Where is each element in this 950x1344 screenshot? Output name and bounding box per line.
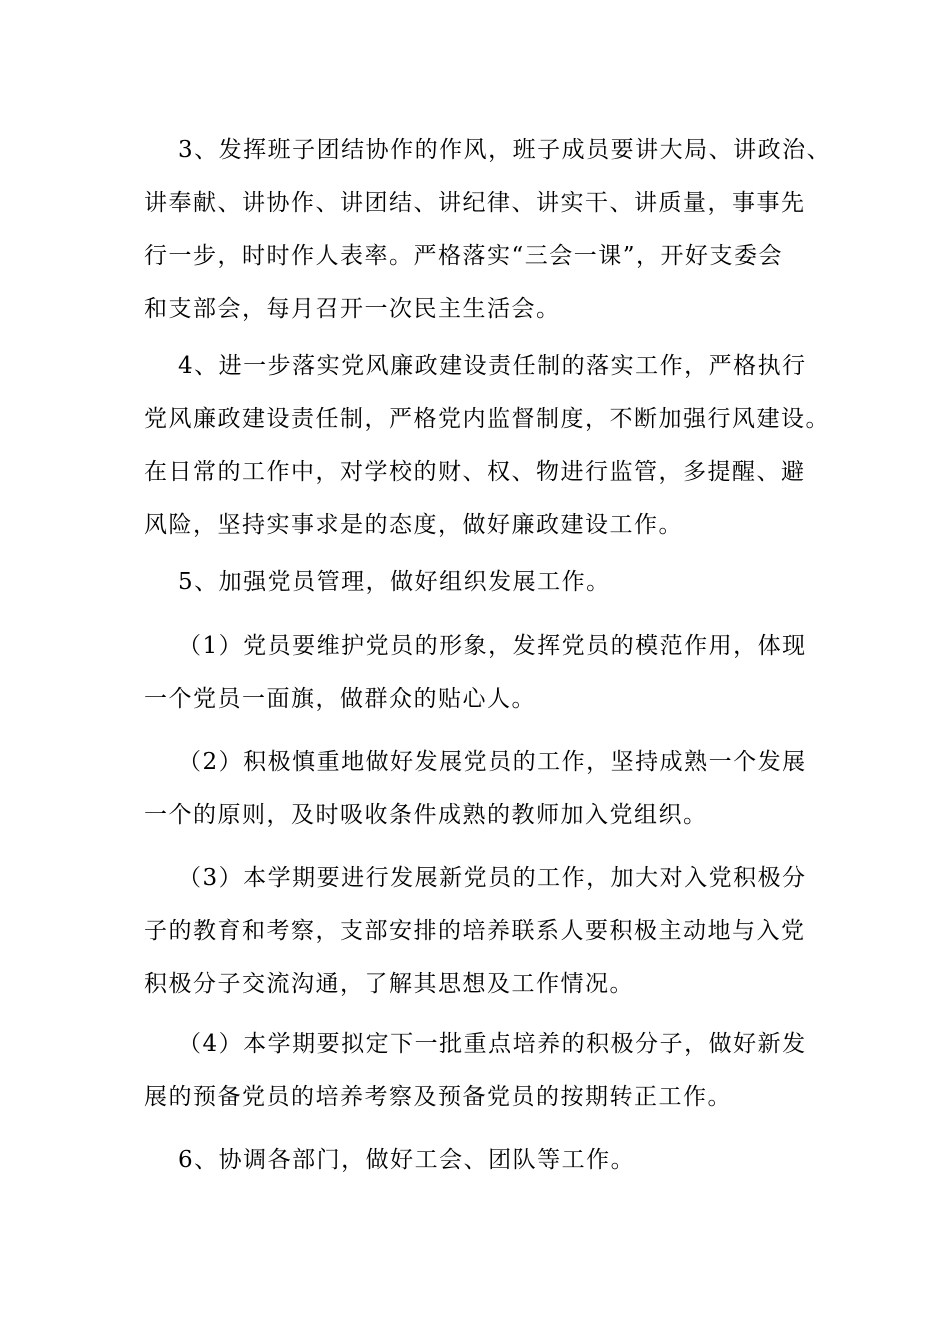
- text-line: （2）积极慎重地做好发展党员的工作，坚持成熟一个发展: [178, 749, 807, 775]
- text-line: 6、协调各部门，做好工会、团队等工作。: [178, 1147, 636, 1173]
- text-line: 积极分子交流沟通，了解其思想及工作情况。: [144, 971, 634, 997]
- text-line: 行一步，时时作人表率。严格落实“三会一课”，开好支委会: [144, 243, 784, 269]
- text-line: 3、发挥班子团结协作的作风，班子成员要讲大局、讲政治、: [178, 137, 832, 163]
- paragraph-item-3: [144, 124, 832, 336]
- text-line: 5、加强党员管理，做好组织发展工作。: [178, 569, 611, 595]
- paragraph-item-4: [144, 340, 830, 552]
- text-line: 子的教育和考察，支部安排的培养联系人要积极主动地与入党: [144, 918, 806, 944]
- text-line: 4、进一步落实党风廉政建设责任制的落实工作，严格执行: [178, 353, 807, 379]
- paragraph-subitem-3: [144, 852, 808, 1011]
- paragraph-subitem-1: [144, 620, 808, 726]
- paragraph-subitem-2: [144, 736, 808, 842]
- text-line: 党风廉政建设责任制，严格党内监督制度，不断加强行风建设。: [144, 406, 830, 432]
- text-line: （3）本学期要进行发展新党员的工作，加大对入党积极分: [178, 865, 807, 891]
- text-line: 在日常的工作中，对学校的财、权、物进行监管，多提醒、避: [144, 459, 806, 485]
- text-line: （1）党员要维护党员的形象，发挥党员的模范作用，体现: [178, 633, 807, 659]
- paragraph-subitem-4: [144, 1018, 808, 1124]
- text-line: 一个的原则，及时吸收条件成熟的教师加入党组织。: [144, 802, 708, 828]
- paragraph-item-6: [144, 1134, 808, 1187]
- text-line: 一个党员一面旗，做群众的贴心人。: [144, 686, 536, 712]
- text-line: 风险，坚持实事求是的态度，做好廉政建设工作。: [144, 512, 683, 538]
- paragraph-item-5: [144, 556, 808, 609]
- text-line: （4）本学期要拟定下一批重点培养的积极分子，做好新发: [178, 1031, 807, 1057]
- text-line: 和支部会，每月召开一次民主生活会。: [144, 296, 561, 322]
- text-line: 讲奉献、讲协作、讲团结、讲纪律、讲实干、讲质量，事事先: [144, 190, 806, 216]
- text-line: 展的预备党员的培养考察及预备党员的按期转正工作。: [144, 1084, 732, 1110]
